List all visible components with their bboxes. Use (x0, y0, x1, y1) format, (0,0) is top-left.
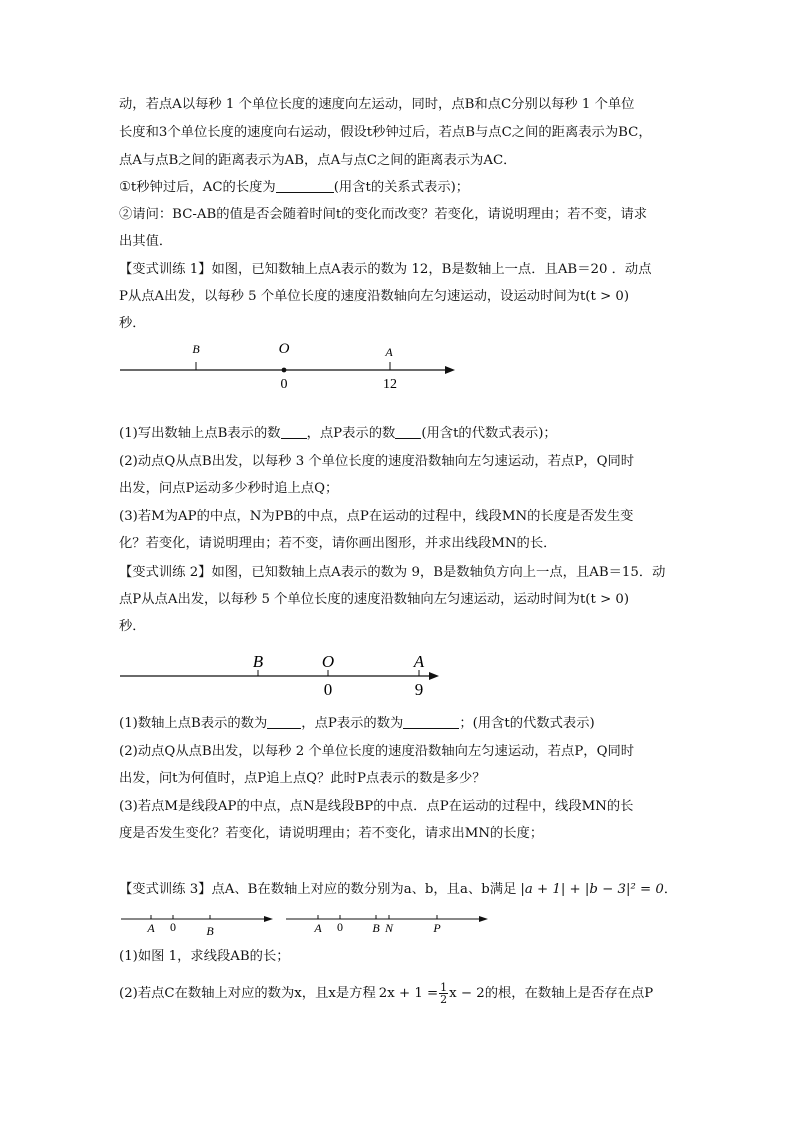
question-line (119, 982, 679, 1005)
answer-blank[interactable] (281, 424, 307, 439)
label-b: B (192, 342, 200, 356)
question-line: (2)动点Q从点B出发，以每秒 3 个单位长度的速度沿数轴向左匀速运动，若点P，Q同时 (119, 454, 635, 469)
equation-left: 2x + 1 = (378, 986, 439, 1001)
training-heading: 【变式训练 2】如图，已知数轴上点A表示的数为 9，B是数轴负方向上一点，且AB＝15．动 (119, 565, 666, 580)
label-o: O (278, 341, 290, 357)
question-line: ②请问：BC-AB的值是否会随着时间t的变化而改变？若变化，请说明理由；若不变，请求 (119, 207, 648, 222)
question-line (119, 178, 679, 198)
label-a: A (385, 345, 393, 359)
axis-arrow (264, 916, 273, 922)
paragraph-line: 秒． (119, 316, 146, 331)
paragraph-line: 动，若点A以每秒 1 个单位长度的速度向左运动，同时，点B和点C分别以每秒 1 个单位 (119, 97, 635, 112)
tick-label-9: 9 (414, 680, 424, 699)
axis-arrow (479, 916, 488, 922)
question-text: 的根，在数轴上是否存在点P (484, 986, 654, 1001)
question-line: 化？若变化，请说明理由；若不变，请你画出图形，并求出线段MN的长． (119, 536, 557, 551)
label-a: A (314, 921, 322, 935)
question-line: 出其值． (119, 234, 173, 249)
label-a: A (147, 921, 155, 935)
equation-right: x − 2 (449, 986, 485, 1001)
label-b: B (372, 921, 380, 935)
question-line (119, 424, 679, 444)
question-line (119, 714, 679, 734)
question-line: 度是否发生变化？若变化，请说明理由；若不变化，请求出MN的长度； (119, 826, 544, 841)
answer-blank[interactable] (395, 424, 421, 439)
tick-label-12: 12 (383, 377, 397, 392)
fraction (439, 982, 448, 1005)
question-text: (用含t的代数式表示)； (421, 426, 557, 441)
origin-dot (282, 368, 287, 373)
number-line-figure-2 (115, 648, 445, 700)
question-text: (1)写出数轴上点B表示的数 (119, 426, 281, 441)
answer-blank[interactable] (276, 178, 334, 193)
axis-arrow (429, 672, 439, 680)
answer-blank[interactable] (403, 714, 459, 729)
question-text: (2)若点C在数轴上对应的数为x，且x是方程 (119, 986, 376, 1001)
label-0: 0 (170, 920, 176, 934)
fraction-numerator: 1 (440, 981, 448, 994)
answer-blank[interactable] (267, 714, 301, 729)
question-text: (用含t的关系式表示)； (333, 180, 470, 195)
question-text: ，点P表示的数 (306, 426, 396, 441)
equation: |a + 1| + |b − 3|² = 0 (520, 882, 664, 897)
label-n: N (384, 921, 394, 935)
label-o: O (321, 652, 335, 671)
paragraph-line: 点P从点A出发，以每秒 5 个单位长度的速度沿数轴向左匀速运动，运动时间为t(t > 0) (119, 592, 630, 607)
question-text: ；(用含t的代数式表示) (459, 716, 595, 731)
question-text: ． (663, 882, 678, 897)
tick-label-0: 0 (323, 680, 333, 699)
training-heading: 【变式训练 1】如图，已知数轴上点A表示的数为 12，B是数轴上一点．且AB＝20 ．动点 (119, 262, 652, 277)
fraction-denominator: 2 (440, 993, 448, 1006)
label-a: A (413, 652, 425, 671)
number-line-figure-3b (283, 910, 493, 938)
question-text: ，点P表示的数为 (301, 716, 404, 731)
label-0: 0 (337, 920, 343, 934)
label-b: B (252, 652, 264, 671)
label-b: B (206, 924, 214, 938)
tick-label-0: 0 (280, 377, 288, 392)
question-line: 出发，问t为何值时，点P追上点Q？此时P点表示的数是多少？ (119, 771, 486, 786)
question-line: (2)动点Q从点B出发，以每秒 2 个单位长度的速度沿数轴向左匀速运动，若点P，Q同时 (119, 744, 635, 759)
axis-arrow (445, 366, 455, 374)
paragraph-line: 点A与点B之间的距离表示为AB，点A与点C之间的距离表示为AC． (119, 153, 517, 168)
paragraph-line: P从点A出发，以每秒 5 个单位长度的速度沿数轴向左匀速运动，设运动时间为t(t > 0) (119, 289, 630, 304)
training-heading (119, 880, 679, 900)
question-line: (1)如图 1，求线段AB的长； (119, 949, 290, 964)
number-line-figure-3a (118, 910, 278, 938)
question-line: 出发，问点P运动多少秒时追上点Q； (119, 481, 339, 496)
question-text: ①t秒钟过后，AC的长度为 (119, 180, 276, 195)
question-text: 【变式训练 3】点A、B在数轴上对应的数分别为a、b，且a、b满足 (119, 882, 517, 897)
question-text: (1)数轴上点B表示的数为 (119, 716, 268, 731)
question-line: (3)若M为AP的中点，N为PB的中点，点P在运动的过程中，线段MN的长度是否发生变 (119, 509, 634, 524)
paragraph-line: 长度和3个单位长度的速度向右运动，假设t秒钟过后，若点B与点C之间的距离表示为BC， (119, 125, 652, 140)
paragraph-line: 秒． (119, 619, 146, 634)
question-line: (3)若点M是线段AP的中点，点N是线段BP的中点．点P在运动的过程中，线段MN的长 (119, 799, 634, 814)
number-line-figure-1 (115, 335, 460, 395)
label-p: P (433, 921, 441, 935)
